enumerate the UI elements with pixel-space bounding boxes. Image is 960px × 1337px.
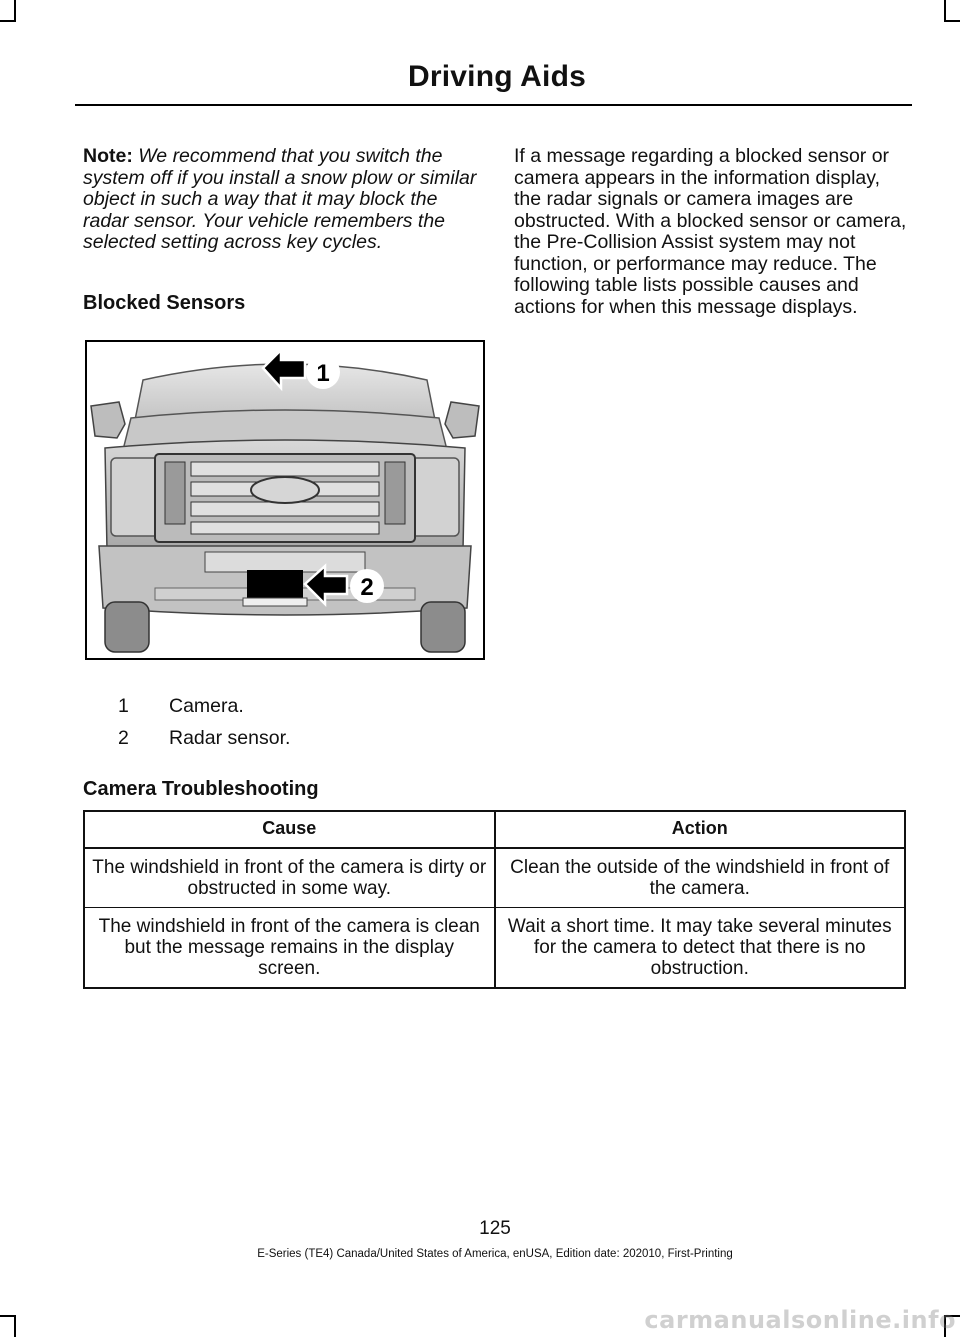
camera-troubleshooting-table <box>83 810 906 989</box>
van-front-illustration <box>85 340 485 660</box>
action-cell: Wait a short time. It may take several minutes for the camera to detect that there is no obstruction. <box>495 908 906 989</box>
crop-mark <box>944 0 946 20</box>
callout-1-label: 1 <box>316 360 330 387</box>
crop-mark <box>14 0 16 20</box>
oval-badge <box>251 477 319 503</box>
crop-mark <box>14 1317 16 1337</box>
page-number: 125 <box>479 1218 511 1239</box>
blocked-sensor-paragraph-block <box>514 146 909 318</box>
blocked-sensor-paragraph: If a message regarding a blocked sensor or camera appears in the information display, the radar signals or camera images are obstructed. With a blocked sensor or camera, the Pre-Collision Assist system may not function, or performance may reduce. The following table lists possible causes and actions for when this message displays. <box>514 145 907 318</box>
cause-cell: The windshield in front of the camera is clean but the message remains in the display screen. <box>84 908 495 989</box>
callout-2-label: 2 <box>360 574 374 601</box>
radar-sensor <box>247 570 303 600</box>
callout-number: 2 <box>118 727 129 749</box>
blocked-sensors-heading: Blocked Sensors <box>83 292 246 314</box>
header-divider <box>75 104 912 106</box>
footer-edition-info: E-Series (TE4) Canada/United States of America, enUSA, Edition date: 202010, First-Printing <box>257 1248 733 1260</box>
watermark: carmanualsonline.info <box>644 1306 956 1334</box>
page-title: Driving Aids <box>408 60 586 93</box>
crop-mark <box>0 20 16 22</box>
left-headlight <box>111 458 159 536</box>
action-cell: Clean the outside of the windshield in front of the camera. <box>495 848 906 908</box>
left-tire <box>105 602 149 652</box>
camera-troubleshooting-heading: Camera Troubleshooting <box>83 778 319 800</box>
note-text: We recommend that you switch the system off if you install a snow plow or similar object in such a way that it may block the radar sensor. Your vehicle remembers the selected setting across key cycles. <box>83 145 477 253</box>
table-row <box>84 848 905 908</box>
column-header-cause: Cause <box>84 811 495 848</box>
left-mirror <box>91 402 125 438</box>
right-tire <box>421 602 465 652</box>
list-item <box>118 695 290 727</box>
right-mirror <box>445 402 479 438</box>
cause-cell: The windshield in front of the camera is dirty or obstructed in some way. <box>84 848 495 908</box>
list-item <box>118 727 290 759</box>
table-header-row <box>84 811 905 848</box>
callout-number: 1 <box>118 695 129 717</box>
note-block <box>83 146 483 254</box>
crop-mark <box>0 1315 16 1317</box>
callout-list <box>118 695 290 759</box>
callout-label: Radar sensor. <box>169 727 291 749</box>
crop-mark <box>944 20 960 22</box>
callout-label: Camera. <box>169 695 244 717</box>
table-row <box>84 908 905 989</box>
note-label: Note: <box>83 145 133 167</box>
right-headlight <box>411 458 459 536</box>
column-header-action: Action <box>495 811 906 848</box>
